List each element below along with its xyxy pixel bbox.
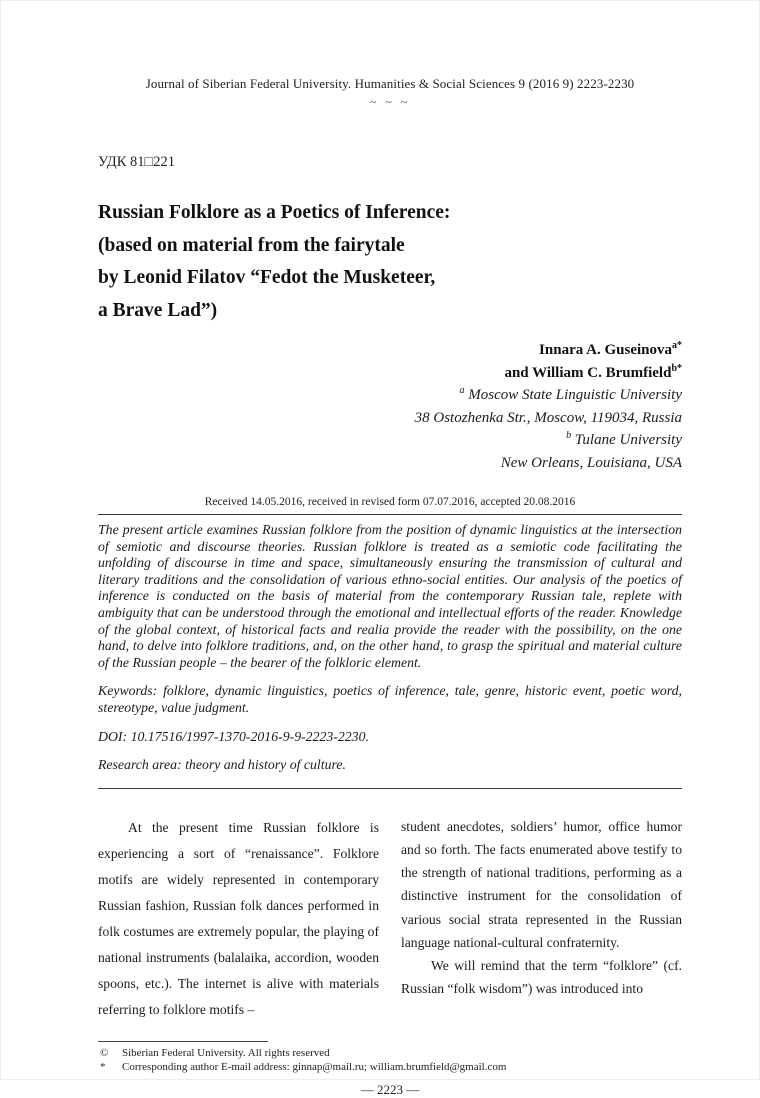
journal-header: Journal of Siberian Federal University. Humanities & Social Sciences 9 (2016 9) 2223-2230	[145, 76, 635, 91]
affiliation-1-text: Moscow State Linguistic University	[464, 387, 682, 403]
divider-top	[98, 514, 682, 515]
author-1-name: Innara A. Guseinova	[539, 342, 672, 358]
affiliation-2-text: 38 Ostozhenka Str., Moscow, 119034, Russia	[414, 409, 682, 426]
affiliation-3-text: Tulane University	[571, 432, 682, 448]
affiliation-4-text: New Orleans, Louisiana, USA	[500, 454, 682, 471]
affiliation-4	[98, 452, 682, 475]
affiliation-1	[98, 384, 682, 407]
title-line-4: a Brave Lad”)	[98, 299, 218, 321]
footnote-copyright	[98, 1047, 682, 1061]
article-title	[98, 197, 682, 327]
title-line-1: Russian Folklore as a Poetics of Inference:	[98, 202, 451, 223]
body-column-right	[401, 815, 682, 1023]
title-line-3: by Leonid Filatov “Fedot the Musketeer,	[98, 267, 436, 288]
research-area: Research area: theory and history of culture.	[98, 757, 346, 773]
footnote-copyright-marker: ©	[100, 1046, 109, 1059]
header-ornament: ~ ~ ~	[369, 95, 411, 109]
udc-code: УДК 81□221	[98, 154, 175, 170]
keywords: Keywords: folklore, dynamic linguistics, poetics of inference, tale, genre, historic event, poetic word, stereotype, value judgment.	[98, 683, 682, 715]
body-paragraph-2: We will remind that the term “folklore” (cf. Russian “folk wisdom”) was introduced into	[401, 957, 682, 997]
footnote-asterisk-marker: *	[100, 1060, 106, 1073]
body-paragraph-1-cont: student anecdotes, soldiers’ humor, office humor and so forth. The facts enumerated above testify to the strength of national traditions, performing as a distinctive instrument for the consolidation of various social strata represented in the Russian language national-cultural confraternity.	[401, 818, 682, 950]
abstract: The present article examines Russian folklore from the position of dynamic linguistics at the intersection of semiotic and discourse theories. Russian folklore is treated as a semiotic code facilitating the unfolding of discourse in time and space, simultaneously ensuring the transmission of cultural and literary traditions and the consolidation of various ethno-social entities. Our analysis of the poetics of inference is conducted on the basis of material from the contemporary Russian tale, replete with ambiguity that can be understood through the emotional and intellectual efforts of the reader. Knowledge of the global context, of historical facts and realia provide the reader with the possibility, on the one hand, to delve into folklore traditions, and, on the other hand, to grasp the spiritual and material culture of the Russian people – the bearer of the folkloric element.	[98, 522, 682, 670]
affiliation-block	[98, 384, 682, 474]
body-columns	[98, 815, 682, 1023]
divider-bottom	[98, 788, 682, 789]
title-line-2: (based on material from the fairytale	[98, 234, 405, 256]
affiliation-3	[98, 429, 682, 452]
author-1-affil-mark: a*	[672, 340, 682, 351]
author-1	[98, 339, 682, 362]
author-2-name: and William C. Brumfield	[504, 364, 672, 381]
received-dates: Received 14.05.2016, received in revised form 07.07.2016, accepted 20.08.2016	[204, 496, 576, 508]
page-number: — 2223 —	[360, 1082, 420, 1098]
affiliation-2	[98, 407, 682, 430]
author-block	[98, 339, 682, 384]
author-2	[98, 362, 682, 385]
footnote-copyright-text: Siberian Federal University. All rights reserved	[122, 1046, 330, 1059]
page-content	[98, 0, 682, 1098]
body-paragraph-1: At the present time Russian folklore is experiencing a sort of “renaissance”. Folklore motifs are widely represented in contemporary Russian fashion, Russian folk dances performed in folk costumes are extremely popular, the playing of national instruments (balalaika, accordion, wooden spoons, etc.). The internet is alive with materials referring to folklore motifs –	[98, 819, 379, 1017]
footnote-divider	[98, 1041, 268, 1042]
doi: DOI: 10.17516/1997-1370-2016-9-9-2223-2230.	[98, 728, 369, 744]
author-2-affil-mark: b*	[671, 362, 682, 374]
affiliation-3-mark: b	[566, 430, 572, 441]
affiliation-1-mark: a	[459, 385, 465, 396]
body-column-left	[98, 815, 379, 1023]
footnote-corresponding-author	[98, 1061, 682, 1075]
footnote-corresponding-author-text: Corresponding author E-mail address: ginnap@mail.ru; william.brumfield@gmail.com	[122, 1060, 507, 1073]
